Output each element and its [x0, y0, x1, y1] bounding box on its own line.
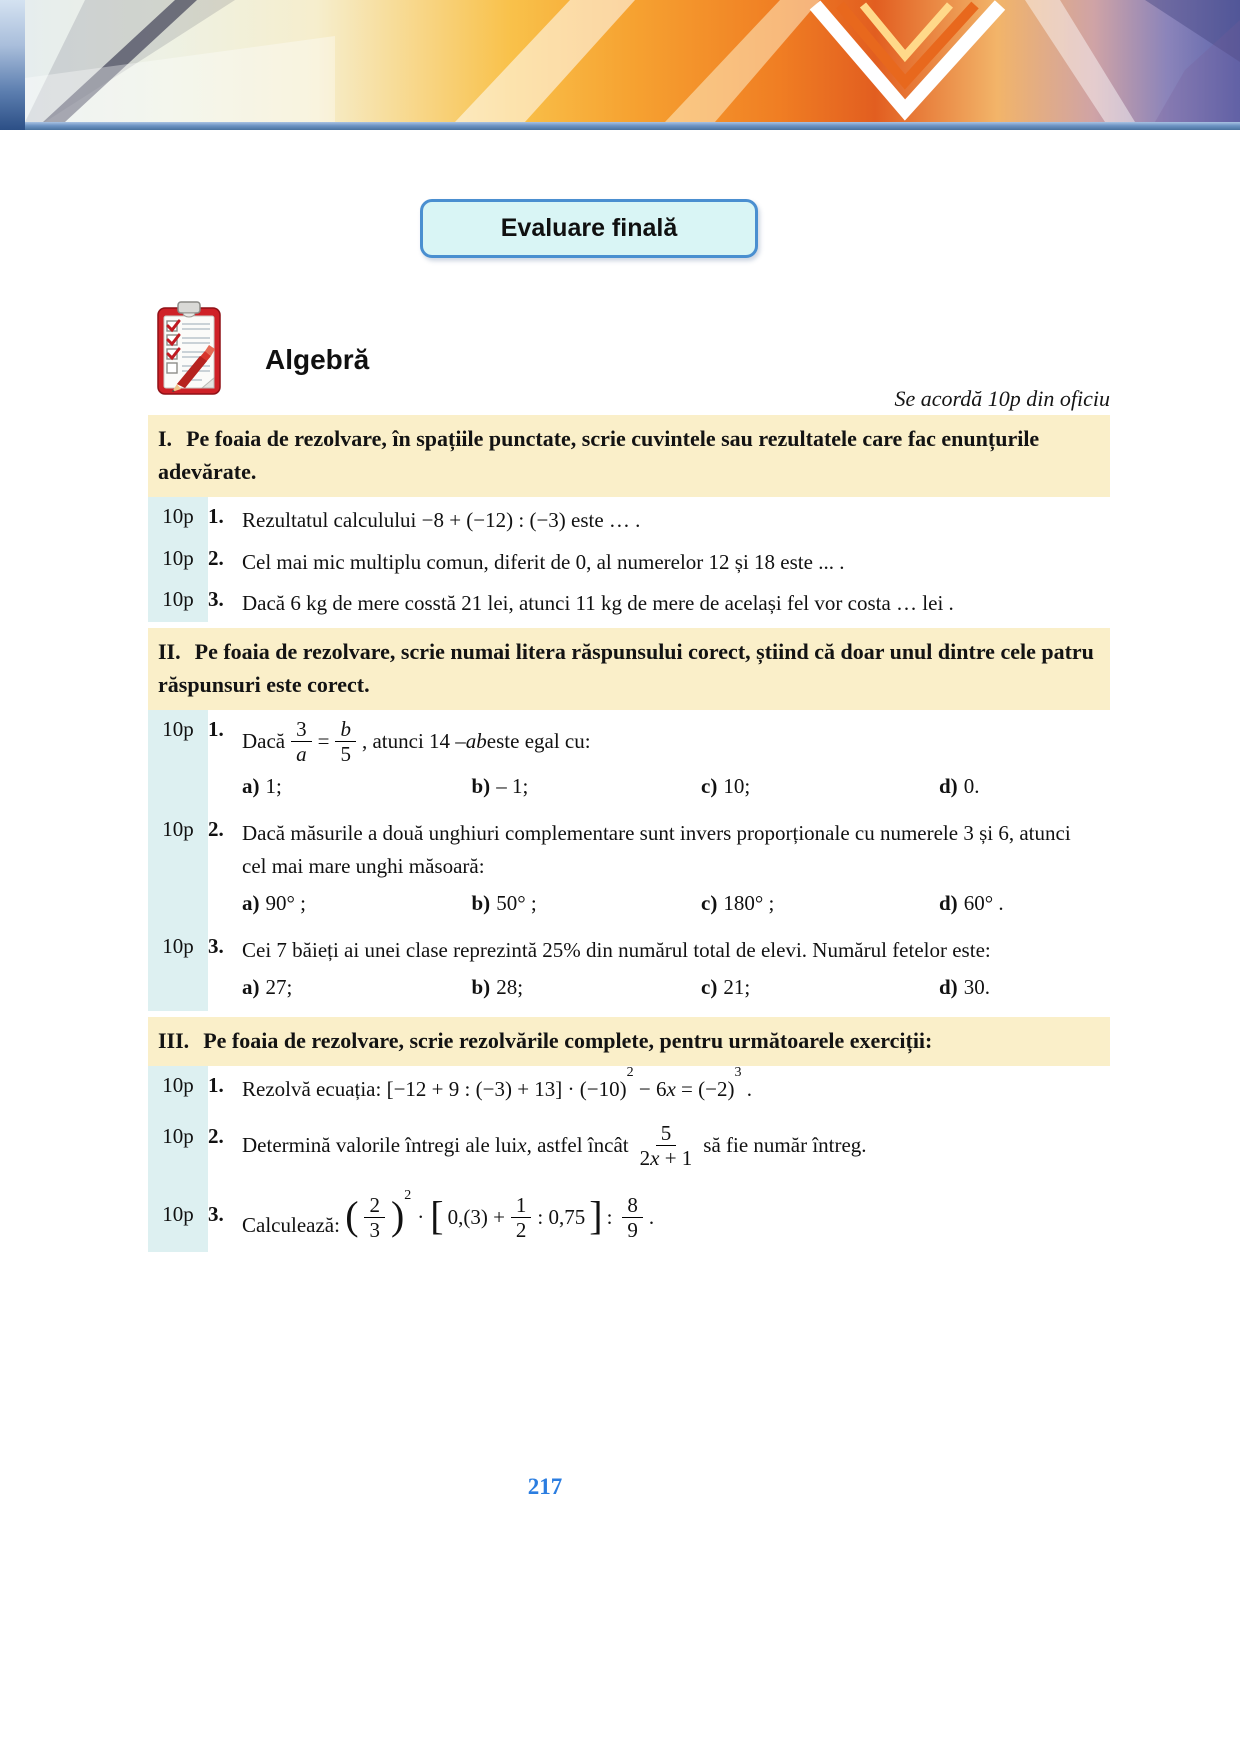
option-value: – 1; [496, 773, 529, 798]
answer-options [242, 766, 1092, 809]
page-header [0, 0, 1240, 130]
division-colon: : [606, 1205, 613, 1230]
expression: Calculează: ( $\frac{2}{3}$ ) $^2$ · [ 0,(3) + $\frac{1}{2}$ : 0,75 ] : $\frac{8}{9}$ . [242, 1185, 1092, 1250]
option-b [472, 971, 702, 1004]
problem-row-i3 [148, 580, 1110, 622]
points-cell: 10p [148, 710, 208, 811]
variable: ab [465, 729, 487, 753]
section-3-text: Pe foaia de rezolvare, scrie rezolvările complete, pentru următoarele exerciții: [203, 1028, 933, 1054]
problem-number: 1. [208, 1073, 224, 1098]
option-value: 60° . [963, 890, 1004, 915]
option-value: 180° ; [723, 890, 775, 915]
fraction [511, 1193, 532, 1242]
points-cell: 10p [148, 1108, 208, 1178]
exponent: 2 [626, 1065, 634, 1081]
points-cell: 10p [148, 927, 208, 1011]
text-segment: Dacă [242, 729, 286, 753]
option-value: 10; [723, 773, 751, 798]
test-content [148, 415, 1110, 1252]
fraction [335, 717, 356, 766]
problem-row-i1 [148, 497, 1110, 539]
option-c [701, 887, 939, 920]
exponent: 3 [734, 1065, 742, 1081]
evaluation-title: Evaluare finală [500, 214, 678, 242]
problem-row-i2 [148, 539, 1110, 581]
problem-body [240, 1066, 1110, 1108]
option-d [939, 770, 1092, 803]
equation-segment: = (−2) [675, 1077, 735, 1102]
problem-body [240, 1178, 1110, 1252]
den-segment: + 1 [659, 1145, 693, 1170]
header-bottom-bar [25, 122, 1240, 130]
abstract-triangles-image [25, 0, 1240, 122]
section-1-heading [148, 415, 1110, 497]
option-a [242, 971, 472, 1004]
text-segment: este egal cu: [486, 729, 591, 753]
problem-statement: Cei 7 băieți ai unei clase reprezintă 25% din numărul total de elevi. Numărul fetelor este: [242, 938, 991, 963]
equation-segment: [−12 + 9 : (−3) + 13] · (−10) [386, 1077, 627, 1102]
clipboard-checklist-icon [152, 298, 226, 398]
text-segment: , atunci 14 – [361, 729, 466, 753]
points-cell: 10p [148, 810, 208, 927]
subject-row [148, 296, 1110, 411]
fraction-denominator: a [296, 741, 307, 766]
option-letter: a) [242, 890, 260, 915]
problem-row-iii2 [148, 1108, 1110, 1178]
section-1-number: I. [158, 426, 173, 451]
fraction-denominator: 3 [369, 1218, 380, 1243]
equation [386, 1065, 752, 1102]
text-segment: : 0,75 [537, 1205, 586, 1230]
section-2-text: Pe foaia de rezolvare, scrie numai litera răspunsului corect, știind că doar unul dintre cele patru răspunsuri este corect. [158, 638, 1094, 697]
option-value: 27; [265, 974, 293, 999]
problem-number: 3. [208, 1202, 224, 1227]
problem-row-iii1 [148, 1066, 1110, 1108]
text-segment: . [648, 1205, 655, 1230]
problem-label: Rezolvă ecuația: [242, 1077, 382, 1102]
option-value: 21; [723, 974, 751, 999]
option-value: 50° ; [496, 890, 537, 915]
option-value: 90° ; [265, 890, 306, 915]
option-b [472, 770, 702, 803]
option-letter: c) [701, 974, 718, 999]
fraction-denominator: 9 [627, 1218, 638, 1243]
option-b [472, 887, 702, 920]
problem-number: 1. [208, 716, 224, 741]
option-letter: a) [242, 974, 260, 999]
problem-statement [242, 717, 1092, 766]
problem-row-iii3 [148, 1178, 1110, 1252]
problem-text: Cel mai mic multiplu comun, diferit de 0, al numerelor 12 și 18 este ... . [242, 549, 845, 574]
problem-row-ii3 [148, 927, 1110, 1011]
fraction-numerator: 5 [656, 1121, 677, 1146]
option-letter: c) [701, 890, 718, 915]
option-letter: d) [939, 773, 958, 798]
fraction-numerator: 8 [622, 1193, 643, 1218]
points-cell: 10p [148, 580, 208, 622]
problem-text: Dacă 6 kg de mere cosstă 21 lei, atunci 11 kg de mere de același fel vor costa … lei . [242, 591, 954, 616]
problem-label: Calculează: [242, 1213, 340, 1238]
header-artwork [25, 0, 1240, 122]
section-1-text: Pe foaia de rezolvare, în spațiile punctate, scrie cuvintele sau rezultatele care fac enunțurile adevărate. [158, 426, 1040, 484]
fraction [622, 1193, 643, 1242]
option-letter: d) [939, 890, 958, 915]
option-letter: b) [471, 890, 491, 915]
text-segment: Determină valorile întregi ale lui [242, 1133, 518, 1158]
fraction-numerator: 1 [511, 1193, 532, 1218]
text-segment: să fie număr întreg. [703, 1133, 867, 1158]
option-c [701, 971, 939, 1004]
answer-options [242, 883, 1092, 926]
option-c [701, 770, 939, 803]
option-value: 0. [963, 773, 980, 798]
den-variable: x [650, 1145, 660, 1170]
section-3-heading [148, 1017, 1110, 1066]
option-letter: a) [242, 773, 260, 798]
variable: x [517, 1133, 527, 1158]
fraction-numerator: 2 [364, 1193, 385, 1218]
problem-text: Rezultatul calculului −8 + (−12) : (−3) este … . [242, 508, 641, 532]
problem-number: 3. [208, 587, 224, 612]
option-value: 28; [496, 974, 524, 999]
option-value: 1; [265, 773, 282, 798]
section-3-number: III. [158, 1028, 190, 1054]
option-d [939, 971, 1092, 1004]
equation-segment: . [741, 1077, 752, 1102]
header-left-stripe [0, 0, 25, 130]
points-cell: 10p [148, 497, 208, 539]
fraction-numerator: 3 [291, 717, 312, 742]
fraction [364, 1193, 385, 1242]
option-value: 30. [963, 974, 990, 999]
points-cell: 10p [148, 539, 208, 581]
equation-segment: − 6 [633, 1077, 667, 1102]
subject-heading: Algebră [265, 344, 370, 375]
fraction-denominator: 5 [340, 741, 351, 766]
option-letter: d) [939, 974, 958, 999]
option-d [939, 887, 1092, 920]
problem-statement [242, 1115, 1092, 1176]
points-cell: 10p [148, 1066, 208, 1108]
problem-number: 1. [208, 504, 224, 528]
den-segment: 2 [639, 1145, 651, 1170]
problem-body [240, 710, 1110, 811]
answer-options [242, 967, 1092, 1010]
text-segment: , astfel încât [526, 1133, 629, 1158]
fraction-denominator: 2 [515, 1218, 527, 1243]
points-cell: 10p [148, 1178, 208, 1252]
problem-number: 2. [208, 1123, 224, 1148]
problem-statement: Dacă măsurile a două unghiuri complementare sunt invers proporționale cu numerele 3 și 6, atunci cel mai mare unghi măsoară: [242, 821, 1071, 879]
fraction [635, 1121, 698, 1170]
option-a [242, 887, 472, 920]
text-segment: 0,(3) + [447, 1205, 505, 1230]
problem-number: 2. [208, 817, 224, 842]
section-2-heading [148, 628, 1110, 710]
problem-body [240, 927, 1110, 1011]
option-letter: b) [471, 974, 491, 999]
option-a [242, 770, 472, 803]
fraction-numerator: b [335, 717, 356, 742]
exponent: 2 [404, 1187, 412, 1203]
evaluation-title-box [420, 199, 758, 258]
bonus-note: Se acordă 10p din oficiu [894, 386, 1110, 411]
page-number: 217 [527, 1474, 563, 1499]
variable: x [666, 1077, 676, 1102]
multiplication-dot: · [417, 1205, 425, 1230]
fraction [291, 717, 312, 766]
problem-row-ii2 [148, 810, 1110, 927]
problem-body [240, 1108, 1110, 1178]
problem-number: 3. [208, 934, 224, 959]
equals-sign: = [317, 729, 330, 753]
problem-row-ii1 [148, 710, 1110, 811]
option-letter: c) [701, 773, 718, 798]
section-2-number: II. [158, 638, 181, 664]
option-letter: b) [471, 773, 491, 798]
fraction-denominator [635, 1146, 698, 1170]
problem-number: 2. [208, 545, 224, 570]
problem-body [240, 810, 1110, 927]
